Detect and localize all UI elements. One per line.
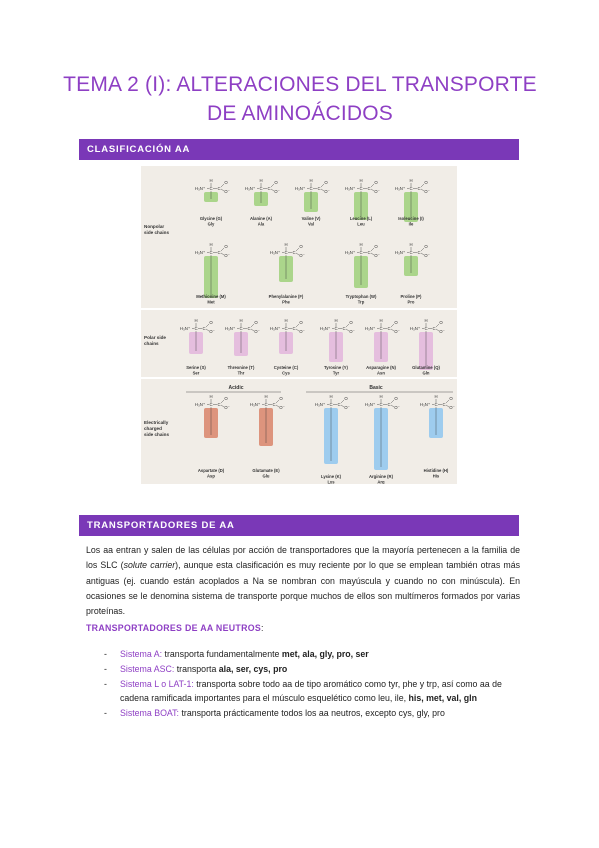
atom-label: H — [209, 242, 213, 247]
list-item — [86, 677, 516, 707]
amino-acid-abbr: Gln — [422, 370, 430, 376]
atom-label: C — [284, 326, 288, 331]
list-item — [86, 662, 516, 677]
atom-label: H — [379, 318, 383, 323]
amino-acid-abbr: Ala — [257, 221, 265, 227]
amino-acid-abbr: Phe — [282, 299, 290, 305]
atom-label: O⁻ — [324, 189, 330, 194]
atom-label: C — [417, 186, 421, 191]
amino-acid-name: Asparagine (N) — [366, 365, 396, 370]
list-dash: - — [104, 708, 107, 719]
atom-label: H₃N⁺ — [224, 326, 236, 331]
atom-label: H₃N⁺ — [344, 250, 356, 255]
amino-acid-name: Alanine (A) — [249, 216, 273, 221]
paragraph-italic: solute carrier — [123, 560, 176, 571]
atom-label: O⁻ — [394, 405, 400, 410]
amino-acid-name: Histidine (H) — [423, 468, 449, 473]
section-header-clasificacion: CLASIFICACIÓN AA — [79, 139, 519, 160]
atom-label: O⁻ — [299, 329, 305, 334]
atom-label: H — [359, 178, 363, 183]
atom-label: H — [409, 178, 413, 183]
title-line-2: DE AMINOÁCIDOS — [207, 102, 393, 125]
atom-label: H₃N⁺ — [364, 326, 376, 331]
atom-label: O — [344, 396, 348, 401]
group-label-nonpolar: Nonpolar — [144, 224, 165, 229]
atom-label: H — [434, 394, 438, 399]
subheading-neutros — [86, 623, 264, 633]
atom-label: H₃N⁺ — [269, 250, 281, 255]
amino-acid-abbr: His — [432, 473, 440, 479]
amino-acid-name: Arginine (R) — [369, 474, 393, 479]
amino-acid-name: Glutamate (E) — [252, 468, 280, 473]
atom-label: H₃N⁺ — [244, 186, 256, 191]
atom-label: O⁻ — [424, 189, 430, 194]
atom-label: C — [292, 326, 296, 331]
atom-label: O⁻ — [299, 253, 305, 258]
atom-label: H — [284, 242, 288, 247]
atom-label: C — [247, 326, 251, 331]
amino-acid-name: Phenylalanine (F) — [268, 294, 304, 299]
atom-label: H₃N⁺ — [419, 402, 431, 407]
atom-label: C — [217, 402, 221, 407]
atom-label: C — [202, 326, 206, 331]
system-bold: his, met, val, gln — [408, 693, 477, 704]
amino-acid-abbr: Arg — [377, 479, 385, 484]
atom-label: C — [217, 250, 221, 255]
amino-acid-diagram — [141, 166, 457, 484]
atom-label: C — [264, 402, 268, 407]
amino-acid-abbr: Pro — [407, 299, 415, 305]
atom-label: C — [209, 186, 213, 191]
group-label-polar: chains — [144, 341, 159, 346]
page-title — [60, 70, 540, 128]
system-name: Sistema BOAT: — [120, 708, 179, 719]
systems-list — [86, 647, 516, 721]
atom-label: C — [432, 326, 436, 331]
amino-acid-name: Valine (V) — [301, 216, 321, 221]
atom-label: O — [424, 180, 428, 185]
atom-label: H — [209, 178, 213, 183]
atom-label: C — [379, 402, 383, 407]
atom-label: H₃N⁺ — [179, 326, 191, 331]
amino-acid-abbr: Ile — [408, 221, 414, 227]
atom-label: O — [394, 320, 398, 325]
atom-label: H — [264, 394, 268, 399]
system-text: transporta — [174, 663, 219, 674]
amino-acid-abbr: Met — [207, 299, 215, 305]
atom-label: C — [409, 186, 413, 191]
atom-label: H₃N⁺ — [344, 186, 356, 191]
atom-label: C — [284, 250, 288, 255]
list-dash: - — [104, 678, 107, 689]
atom-label: O — [374, 244, 378, 249]
list-dash: - — [104, 649, 107, 659]
atom-label: C — [367, 250, 371, 255]
amino-acid-name: Tryptophan (W) — [345, 294, 377, 299]
amino-acid-name: Proline (P) — [400, 294, 422, 299]
subheading-text: TRANSPORTADORES DE AA NEUTROS — [86, 623, 262, 633]
atom-label: O — [349, 320, 353, 325]
atom-label: C — [359, 250, 363, 255]
atom-label: C — [359, 186, 363, 191]
atom-label: O⁻ — [224, 405, 230, 410]
atom-label: O — [224, 244, 228, 249]
atom-label: O⁻ — [279, 405, 285, 410]
atom-label: O — [324, 180, 328, 185]
atom-label: H — [424, 318, 428, 323]
system-name: Sistema ASC: — [120, 663, 175, 674]
amino-acid-name: Lysine (K) — [320, 474, 342, 479]
atom-label: C — [424, 326, 428, 331]
list-item — [86, 706, 516, 721]
subgroup-basic: Basic — [369, 385, 383, 391]
amino-acid-name: Threonine (T) — [227, 365, 255, 370]
atom-label: O⁻ — [439, 329, 445, 334]
atom-label: C — [409, 250, 413, 255]
system-name: Sistema L o LAT-1: — [120, 678, 194, 689]
group-label-charged: side chains — [144, 432, 170, 437]
atom-label: H — [379, 394, 383, 399]
atom-label: C — [387, 402, 391, 407]
atom-label: C — [417, 250, 421, 255]
atom-label: H₃N⁺ — [319, 326, 331, 331]
amino-acid-abbr: Thr — [237, 370, 245, 376]
list-item — [86, 647, 516, 662]
title-line-1: TEMA 2 (I): ALTERACIONES DEL TRANSPORTE — [63, 73, 537, 96]
atom-label: C — [367, 186, 371, 191]
atom-label: H₃N⁺ — [409, 326, 421, 331]
subgroup-acidic: Acidic — [228, 385, 244, 391]
atom-label: H — [239, 318, 243, 323]
group-label-charged: charged — [144, 426, 162, 431]
atom-label: C — [259, 186, 263, 191]
atom-label: O — [224, 180, 228, 185]
amino-acid-name: Methionine (M) — [196, 294, 226, 299]
subheading-colon: : — [261, 623, 264, 633]
atom-label: O — [449, 396, 453, 401]
atom-label: O — [254, 320, 258, 325]
amino-acid-name: Glycine (G) — [199, 216, 223, 221]
intro-paragraph — [86, 543, 520, 619]
atom-label: O — [279, 396, 283, 401]
atom-label: O⁻ — [374, 189, 380, 194]
atom-label: O — [274, 180, 278, 185]
atom-label: C — [342, 326, 346, 331]
atom-label: H — [194, 318, 198, 323]
amino-acid-abbr: Lys — [327, 479, 335, 484]
atom-label: C — [337, 402, 341, 407]
amino-acid-name: Cysteine (C) — [273, 365, 299, 370]
atom-label: O⁻ — [224, 253, 230, 258]
atom-label: C — [379, 326, 383, 331]
atom-label: O — [209, 320, 213, 325]
section-header-transportadores: TRANSPORTADORES DE AA — [79, 515, 519, 536]
atom-label: O — [439, 320, 443, 325]
atom-label: O⁻ — [424, 253, 430, 258]
atom-label: O — [299, 320, 303, 325]
atom-label: O — [224, 396, 228, 401]
atom-label: C — [442, 402, 446, 407]
atom-label: H₃N⁺ — [394, 186, 406, 191]
atom-label: H — [409, 242, 413, 247]
atom-label: O⁻ — [349, 329, 355, 334]
system-bold: met, ala, gly, pro, ser — [281, 649, 369, 659]
atom-label: O⁻ — [374, 253, 380, 258]
atom-label: C — [329, 402, 333, 407]
system-text: transporta fundamentalmente — [162, 649, 282, 659]
paragraph-part-1: Los aa entran y salen de las células por acción de transportadores que la mayoría pertenecen a la familia de los SLC ( — [86, 545, 520, 571]
group-label-nonpolar: side chains — [144, 230, 170, 235]
atom-label: H₃N⁺ — [194, 402, 206, 407]
amino-acid-abbr: Trp — [357, 299, 365, 305]
amino-acid-name: Tyrosine (Y) — [324, 365, 348, 370]
atom-label: H — [329, 394, 333, 399]
atom-label: H — [334, 318, 338, 323]
atom-label: O — [374, 180, 378, 185]
atom-label: C — [309, 186, 313, 191]
atom-label: H₃N⁺ — [314, 402, 326, 407]
atom-label: O⁻ — [394, 329, 400, 334]
system-name: Sistema A: — [120, 649, 163, 659]
atom-label: O — [299, 244, 303, 249]
atom-label: H₃N⁺ — [364, 402, 376, 407]
amino-acid-abbr: Asp — [207, 473, 215, 479]
atom-label: C — [334, 326, 338, 331]
atom-label: O — [424, 244, 428, 249]
atom-label: H₃N⁺ — [269, 326, 281, 331]
amino-acid-figure — [141, 166, 457, 484]
amino-acid-abbr: Tyr — [332, 370, 340, 376]
atom-label: C — [209, 250, 213, 255]
amino-acid-abbr: Ser — [192, 370, 200, 376]
system-text: transporta sobre todo aa de tipo aromático como tyr, phe y trp, así como aa de cadena ramificada importantes para el músculo esquelético como leu, ile, — [120, 678, 502, 704]
atom-label: C — [387, 326, 391, 331]
amino-acid-abbr: Gly — [207, 221, 215, 227]
atom-label: C — [194, 326, 198, 331]
atom-label: H — [259, 178, 263, 183]
atom-label: H — [359, 242, 363, 247]
amino-acid-name: Aspartate (D) — [197, 468, 225, 473]
atom-label: O⁻ — [254, 329, 260, 334]
system-bold: ala, ser, cys, pro — [218, 663, 288, 674]
atom-label: O⁻ — [209, 329, 215, 334]
atom-label: H — [209, 394, 213, 399]
atom-label: O — [394, 396, 398, 401]
amino-acid-abbr: Asn — [377, 370, 385, 376]
group-label-polar: Polar side — [144, 335, 166, 340]
atom-label: O⁻ — [274, 189, 280, 194]
system-text: transporta prácticamente todos los aa neutros, excepto cys, gly, pro — [179, 708, 445, 719]
amino-acid-name: Leucine (L) — [349, 216, 373, 221]
atom-label: H — [309, 178, 313, 183]
atom-label: H₃N⁺ — [294, 186, 306, 191]
atom-label: H₃N⁺ — [194, 250, 206, 255]
atom-label: C — [434, 402, 438, 407]
atom-label: C — [292, 250, 296, 255]
amino-acid-name: Glutamine (Q) — [412, 365, 440, 370]
atom-label: C — [272, 402, 276, 407]
atom-label: O⁻ — [224, 189, 230, 194]
amino-acid-abbr: Cys — [282, 370, 290, 376]
atom-label: H₃N⁺ — [249, 402, 261, 407]
atom-label: C — [209, 402, 213, 407]
amino-acid-abbr: Val — [307, 221, 315, 227]
amino-acid-abbr: Glu — [262, 473, 270, 479]
amino-acid-name: Serine (S) — [186, 365, 206, 370]
amino-acid-name: Isoleucine (I) — [398, 216, 424, 221]
atom-label: C — [239, 326, 243, 331]
amino-acid-abbr: Leu — [357, 221, 365, 227]
atom-label: H₃N⁺ — [394, 250, 406, 255]
atom-label: O⁻ — [344, 405, 350, 410]
atom-label: C — [267, 186, 271, 191]
atom-label: C — [317, 186, 321, 191]
atom-label: C — [217, 186, 221, 191]
group-label-charged: Electrically — [144, 420, 169, 425]
paragraph-part-2: ), aunque esta clasificación es muy reciente por lo que se emplean también otras más antiguas (ej. cuando están acoplados a Na se nombran con mayúscula y cuando no con minúscula). En ocasiones se le denomina sistema de transporte porque muchos de ellos son multímeros formados por varias proteínas. — [86, 560, 520, 617]
atom-label: H₃N⁺ — [194, 186, 206, 191]
atom-label: O⁻ — [449, 405, 455, 410]
list-dash: - — [104, 663, 107, 674]
atom-label: H — [284, 318, 288, 323]
